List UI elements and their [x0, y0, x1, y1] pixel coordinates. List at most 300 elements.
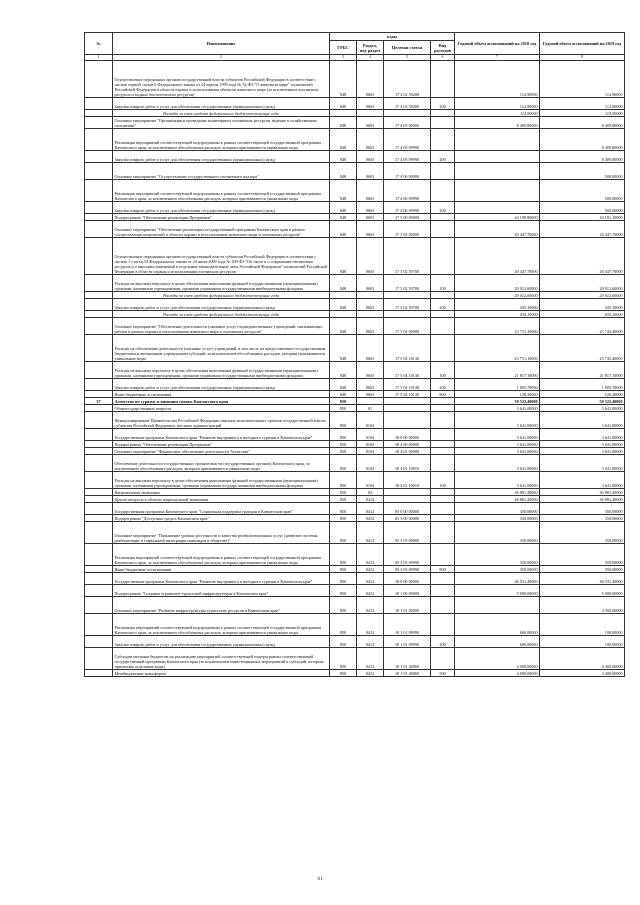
row-name: Реализация мероприятий соответствующей подпрограммы в рамках соответствующей государственной программы Камчатского края, за исключением обособленных расходов, которым присваиваются уникальные коды	[113, 129, 330, 151]
row-amount-2019: 20 012,60000	[540, 275, 625, 292]
row-exp-type	[431, 292, 455, 299]
row-section: 0603	[357, 335, 384, 362]
row-grbs: 848	[330, 238, 357, 275]
row-name: Иные бюджетные ассигнования	[113, 391, 330, 398]
row-section: 0104	[357, 412, 384, 429]
row-number	[85, 670, 113, 677]
row-grbs: 850	[330, 496, 357, 503]
table-row	[85, 202, 625, 214]
row-amount-2018: 128,30000	[455, 391, 540, 398]
row-number	[85, 163, 113, 180]
row-grbs: 850	[330, 636, 357, 648]
row-amount-2018: 350,00000	[455, 544, 540, 566]
row-grbs: 850	[330, 412, 357, 429]
row-target	[384, 110, 431, 117]
row-number	[85, 455, 113, 472]
row-number	[85, 379, 113, 391]
row-target: 17 5 04 10140	[384, 379, 431, 391]
row-amount-2019: 120,20000	[540, 391, 625, 398]
row-target: 17 4 06 09990	[384, 202, 431, 214]
row-amount-2019: 46 881,40000	[540, 489, 625, 496]
row-grbs: 850	[330, 597, 357, 614]
row-section: 0412	[357, 515, 384, 522]
row-exp-type	[431, 110, 455, 117]
row-target: 18 4 01 00000	[384, 448, 431, 455]
row-name: Основное мероприятие "Обеспечение реализации государственной программы Камчатского края в рамках осуществления полномочий в области охраны и использования животного мира и охотничьих ресурсов"	[113, 221, 330, 238]
row-amount-2018: 44 198,80000	[455, 214, 540, 221]
table-row	[85, 110, 625, 117]
row-amount-2018: 4 000,00000	[455, 648, 540, 670]
row-amount-2018	[455, 151, 540, 163]
row-section: 0603	[357, 299, 384, 311]
row-section: 0603	[357, 379, 384, 391]
row-grbs	[330, 311, 357, 318]
row-section: 0603	[357, 221, 384, 238]
codes-header: коды	[330, 33, 455, 41]
row-name: Обеспечение деятельности государственных органов власти (государственных органов) Камчатского края, за исключением обособленных расходов, которым присваиваются уникальные коды	[113, 455, 330, 472]
row-amount-2018: 20 447,70000	[455, 221, 540, 238]
table-row	[85, 214, 625, 221]
row-grbs: 848	[330, 335, 357, 362]
col-index: 1	[85, 55, 113, 61]
row-amount-2018: 46 531,40000	[455, 573, 540, 585]
row-grbs: 850	[330, 670, 357, 677]
table-row	[85, 335, 625, 362]
row-name: Другие вопросы в области национальной экономики	[113, 496, 330, 503]
col-index: 8	[540, 55, 625, 61]
row-amount-2019: 3 641,00000	[540, 412, 625, 429]
row-target: 17 5 04 10140	[384, 391, 431, 398]
row-name: Подпрограмма "Обеспечение реализации Программы"	[113, 441, 330, 448]
row-name: Подпрограмма "Обеспечение реализации Программы"	[113, 214, 330, 221]
col-index: 7	[455, 55, 540, 61]
row-amount-2019: 350,00000	[540, 566, 625, 573]
row-target: 17 5 02 59700	[384, 275, 431, 292]
row-amount-2018: 20 012,60000	[455, 292, 540, 299]
row-amount-2019: 1 805,70000	[540, 379, 625, 391]
row-exp-type	[431, 221, 455, 238]
row-amount-2019: 46 531,40000	[540, 573, 625, 585]
budget-table-sheet	[84, 32, 624, 677]
row-target	[384, 405, 431, 412]
row-section: 0412	[357, 648, 384, 670]
col-2018-header: Годовой объем ассигнований на 2018 год	[455, 33, 540, 55]
row-name: Закупка товаров, работ и услуг для обеспечения государственных (муниципальных) нужд	[113, 379, 330, 391]
col-name-header: Наименование	[113, 33, 330, 55]
row-amount-2019: 8 409,80000	[540, 129, 625, 151]
row-section: 0104	[357, 472, 384, 489]
row-exp-type: 500	[431, 670, 455, 677]
col-num-header: №	[85, 33, 113, 55]
row-target: 17 5 04 10140	[384, 362, 431, 379]
row-grbs	[330, 110, 357, 117]
row-name: Основное мероприятие "Организация и проведение мониторинга охотничьих ресурсов, ведение в хозяйственном отношении"	[113, 117, 330, 129]
table-row	[85, 472, 625, 489]
row-name: Закупка товаров, работ и услуг для обеспечения государственных (муниципальных) нужд	[113, 636, 330, 648]
table-row	[85, 318, 625, 335]
row-section: 0603	[357, 238, 384, 275]
row-grbs: 848	[330, 275, 357, 292]
row-section: 0603	[357, 318, 384, 335]
row-exp-type: 200	[431, 379, 455, 391]
row-target	[384, 398, 431, 405]
row-target: 18 4 01 10010	[384, 472, 431, 489]
row-amount-2019: 4 500,00000	[540, 597, 625, 614]
table-row	[85, 117, 625, 129]
row-exp-type: 100	[431, 275, 455, 292]
table-row	[85, 61, 625, 98]
row-name: Реализация мероприятий соответствующей подпрограммы в рамках соответствующей государственной программы Камчатского края, за исключением обособленных расходов, которым присваиваются уникальные коды	[113, 180, 330, 202]
row-name: Закупка товаров, работ и услуг для обеспечения государственных (муниципальных) нужд	[113, 151, 330, 163]
row-amount-2018: 23 751,10000	[455, 335, 540, 362]
row-amount-2019: 3 641,00000	[540, 405, 625, 412]
table-row	[85, 597, 625, 614]
row-amount-2018: 600,00000	[455, 636, 540, 648]
row-amount-2019: 44 191,10000	[540, 214, 625, 221]
row-name: Расходы за счет средств федерального бюджета-текущие года	[113, 110, 330, 117]
row-target: 17 4 05 09990	[384, 129, 431, 151]
row-amount-2019: 46 881,40000	[540, 496, 625, 503]
row-amount-2018: 46 881,40000	[455, 496, 540, 503]
row-target: 18 4 00 00000	[384, 441, 431, 448]
row-target: 18 1 00 00000	[384, 585, 431, 597]
row-amount-2018: 600,00000	[455, 614, 540, 636]
row-amount-2018: 3 641,00000	[455, 412, 540, 429]
row-name: Закупка товаров, работ и услуг для обеспечения государственных (муниципальных) нужд	[113, 98, 330, 110]
row-amount-2018: 20 012,60000	[455, 275, 540, 292]
row-number	[85, 391, 113, 398]
table-row	[85, 636, 625, 648]
row-number	[85, 202, 113, 214]
row-number	[85, 496, 113, 503]
row-amount-2019: 500,00000	[540, 180, 625, 202]
row-name: Расходы за счет средств федерального бюджета-текущие года	[113, 311, 330, 318]
row-target: 05 3 03 00000	[384, 522, 431, 544]
row-section: 0104	[357, 448, 384, 455]
row-number	[85, 151, 113, 163]
row-amount-2019: 20 012,60000	[540, 292, 625, 299]
row-section: 0603	[357, 214, 384, 221]
row-amount-2018: 3 641,00000	[455, 441, 540, 448]
row-name: Реализация мероприятий соответствующей подпрограммы в рамках соответствующей государственной программы Камчатского края, за исключением обособленных расходов, которым присваиваются уникальные коды	[113, 544, 330, 566]
row-number	[85, 573, 113, 585]
row-section: 0603	[357, 391, 384, 398]
row-target: 17 5 02 59700	[384, 238, 431, 275]
col-2019-header: Годовой объем ассигнований на 2019 год	[540, 33, 625, 55]
row-number	[85, 117, 113, 129]
table-row	[85, 412, 625, 429]
table-row	[85, 151, 625, 163]
row-section: 0104	[357, 441, 384, 448]
row-target: 18 1 01 00000	[384, 597, 431, 614]
table-row	[85, 522, 625, 544]
row-amount-2018: 350,00000	[455, 566, 540, 573]
row-name: Государственная программа Камчатского края "Развитие внутреннего и въездного туризма в Камчатском крае"	[113, 429, 330, 441]
row-number	[85, 61, 113, 98]
row-section: 0603	[357, 202, 384, 214]
table-row	[85, 180, 625, 202]
table-body	[85, 61, 625, 677]
row-number	[85, 429, 113, 441]
table-row	[85, 299, 625, 311]
row-amount-2019: 8 409,80000	[540, 151, 625, 163]
row-exp-type: 100	[431, 362, 455, 379]
row-grbs: 850	[330, 405, 357, 412]
table-row	[85, 544, 625, 566]
row-grbs	[330, 292, 357, 299]
row-amount-2019: 100,00000	[540, 636, 625, 648]
row-amount-2018: 114,90000	[455, 61, 540, 98]
row-amount-2019: 3 641,00000	[540, 441, 625, 448]
row-target: 18 1 01 40060	[384, 670, 431, 677]
row-amount-2018: 3 641,00000	[455, 472, 540, 489]
row-amount-2019: 50 522,40000	[540, 398, 625, 405]
row-amount-2018: 350,00000	[455, 522, 540, 544]
row-section: 0603	[357, 362, 384, 379]
row-exp-type	[431, 129, 455, 151]
col-index: 4	[357, 55, 384, 61]
row-amount-2019: 114,90000	[540, 110, 625, 117]
row-target: 05 0 00 00000	[384, 503, 431, 515]
row-section: 0412	[357, 522, 384, 544]
row-target: 05 3 03 09990	[384, 566, 431, 573]
row-target: 18 1 01 09990	[384, 614, 431, 636]
row-amount-2018	[455, 597, 540, 614]
row-exp-type: 200	[431, 299, 455, 311]
row-target: 17 4 05 09990	[384, 151, 431, 163]
row-section: 0104	[357, 455, 384, 472]
row-grbs: 848	[330, 379, 357, 391]
row-target: 17 5 04 10140	[384, 335, 431, 362]
table-row	[85, 98, 625, 110]
row-amount-2018	[455, 180, 540, 202]
row-grbs: 848	[330, 214, 357, 221]
row-name: Расходы на выплаты персоналу в целях обеспечения выполнения функций государственными (муниципальными) органами, казенными учреждениями, органами управления государственными внебюджетными фондами	[113, 472, 330, 489]
col-index: 5	[384, 55, 431, 61]
row-exp-type	[431, 515, 455, 522]
row-number	[85, 275, 113, 292]
row-grbs: 850	[330, 515, 357, 522]
table-row	[85, 503, 625, 515]
row-amount-2018: 23 751,10000	[455, 318, 540, 335]
row-amount-2019: 435,10000	[540, 299, 625, 311]
row-exp-type: 800	[431, 566, 455, 573]
row-amount-2018: 21 817,10000	[455, 362, 540, 379]
row-amount-2018: 114,90000	[455, 110, 540, 117]
row-amount-2019: 114,90000	[540, 98, 625, 110]
row-section: 0603	[357, 151, 384, 163]
table-row	[85, 496, 625, 503]
row-name: Основное мероприятие "Финансовое обеспечение деятельности Агентства"	[113, 448, 330, 455]
row-name: Закупка товаров, работ и услуг для обеспечения государственных (муниципальных) нужд	[113, 299, 330, 311]
row-section: 0412	[357, 566, 384, 573]
row-grbs: 850	[330, 429, 357, 441]
row-number	[85, 489, 113, 496]
row-amount-2018: 8 409,80000	[455, 117, 540, 129]
table-row	[85, 614, 625, 636]
row-amount-2018: 20 447,70000	[455, 238, 540, 275]
row-target: 17 4 05 00000	[384, 117, 431, 129]
row-number	[85, 448, 113, 455]
row-amount-2018: 114,90000	[455, 98, 540, 110]
budget-table	[84, 32, 625, 677]
row-amount-2018: 435,10000	[455, 311, 540, 318]
row-name: Осуществление переданных органам государственной власти субъектов Российской Федерации в соответствии с частью первой статьи 6 Федерального закона от 24 апреля 1995 года № 52-ФЗ "О животном мире" полномочий Российской Федерации в области охраны и использования объектов животного мира (за исключением охотничьих ресурсов и водных биологических ресурсов)	[113, 61, 330, 98]
row-amount-2019: 350,00000	[540, 544, 625, 566]
table-row	[85, 311, 625, 318]
row-amount-2019: 350,00000	[540, 522, 625, 544]
row-amount-2018: 350,00000	[455, 503, 540, 515]
row-exp-type	[431, 573, 455, 585]
row-amount-2018: 435,10000	[455, 299, 540, 311]
row-exp-type: 200	[431, 202, 455, 214]
row-target: 17 4 02 59200	[384, 61, 431, 98]
table-row	[85, 292, 625, 299]
row-amount-2019: 500,00000	[540, 202, 625, 214]
row-name: Подпрограмма "Создание и развитие туристской инфраструктуры в Камчатском крае"	[113, 585, 330, 597]
row-section: 0603	[357, 163, 384, 180]
row-amount-2019: 3 641,00000	[540, 429, 625, 441]
table-row	[85, 398, 625, 405]
row-target	[384, 496, 431, 503]
row-exp-type	[431, 412, 455, 429]
row-section: 01	[357, 405, 384, 412]
row-section: 0412	[357, 503, 384, 515]
row-exp-type	[431, 398, 455, 405]
row-exp-type	[431, 489, 455, 496]
row-target: 17 4 06 00000	[384, 163, 431, 180]
table-row	[85, 238, 625, 275]
row-number	[85, 412, 113, 429]
row-number	[85, 98, 113, 110]
row-section: 04	[357, 489, 384, 496]
row-grbs: 848	[330, 117, 357, 129]
row-name: Закупка товаров, работ и услуг для обеспечения государственных (муниципальных) нужд	[113, 202, 330, 214]
row-amount-2019: 21 817,10000	[540, 362, 625, 379]
table-row	[85, 275, 625, 292]
row-amount-2019: 3 641,00000	[540, 472, 625, 489]
row-section	[357, 398, 384, 405]
row-amount-2019: 23 743,40000	[540, 335, 625, 362]
row-name: Основное мероприятие "Осуществление государственного охотничьего надзора"	[113, 163, 330, 180]
row-number	[85, 405, 113, 412]
row-section: 0412	[357, 614, 384, 636]
row-section: 0412	[357, 670, 384, 677]
row-target	[384, 412, 431, 429]
row-grbs: 848	[330, 362, 357, 379]
row-exp-type	[431, 585, 455, 597]
row-grbs: 850	[330, 489, 357, 496]
row-grbs: 848	[330, 98, 357, 110]
row-grbs: 848	[330, 202, 357, 214]
row-amount-2018	[455, 129, 540, 151]
row-exp-type: 200	[431, 151, 455, 163]
row-number	[85, 614, 113, 636]
row-section	[357, 311, 384, 318]
row-amount-2019: 8 409,80000	[540, 117, 625, 129]
row-name: Агентство по туризму и внешним связям Камчатского края	[113, 398, 330, 405]
row-grbs: 850	[330, 573, 357, 585]
row-amount-2019: 3 641,00000	[540, 448, 625, 455]
row-grbs: 850	[330, 522, 357, 544]
row-number	[85, 110, 113, 117]
row-exp-type	[431, 214, 455, 221]
row-grbs: 850	[330, 648, 357, 670]
table-row	[85, 648, 625, 670]
row-grbs: 850	[330, 585, 357, 597]
row-amount-2018	[455, 202, 540, 214]
row-amount-2018: 46 881,40000	[455, 489, 540, 496]
row-amount-2018: 350,00000	[455, 515, 540, 522]
row-number	[85, 214, 113, 221]
row-number	[85, 472, 113, 489]
table-row	[85, 429, 625, 441]
row-amount-2018: 3 641,00000	[455, 429, 540, 441]
row-exp-type: 200	[431, 98, 455, 110]
row-number	[85, 636, 113, 648]
row-section: 0412	[357, 573, 384, 585]
row-number	[85, 292, 113, 299]
row-exp-type	[431, 503, 455, 515]
row-grbs: 850	[330, 448, 357, 455]
col-target-header: Целевая статья	[384, 41, 431, 55]
row-grbs: 848	[330, 61, 357, 98]
row-target: 17 4 06 09990	[384, 180, 431, 202]
row-section: 0104	[357, 429, 384, 441]
table-row	[85, 391, 625, 398]
row-grbs: 848	[330, 163, 357, 180]
row-target: 05 3 00 00000	[384, 515, 431, 522]
row-number	[85, 362, 113, 379]
row-name: Межбюджетные трансферты	[113, 670, 330, 677]
row-number	[85, 441, 113, 448]
table-row	[85, 163, 625, 180]
row-amount-2018: 3 641,00000	[455, 405, 540, 412]
table-row	[85, 441, 625, 448]
row-exp-type	[431, 448, 455, 455]
row-amount-2019: 3 641,00000	[540, 455, 625, 472]
row-exp-type	[431, 496, 455, 503]
table-row	[85, 129, 625, 151]
row-amount-2018: 3 641,00000	[455, 455, 540, 472]
row-number	[85, 585, 113, 597]
row-amount-2019: 435,10000	[540, 311, 625, 318]
row-name: Иные бюджетные ассигнования	[113, 566, 330, 573]
row-number	[85, 648, 113, 670]
row-section: 0603	[357, 98, 384, 110]
row-amount-2018: 1 805,70000	[455, 379, 540, 391]
row-section	[357, 292, 384, 299]
row-name: Государственная программа Камчатского края "Развитие внутреннего и въездного туризма в Камчатском крае"	[113, 573, 330, 585]
row-number	[85, 597, 113, 614]
row-amount-2018: 4 000,00000	[455, 670, 540, 677]
row-target: 17 4 02 59200	[384, 98, 431, 110]
row-name: Расходы на обеспечение деятельности (оказание услуг) учреждений, в том числе на предоставление государственным бюджетным и автономным учреждениям субсидий, за исключением обособленных расходов, которым присваиваются уникальные коды	[113, 335, 330, 362]
row-number	[85, 335, 113, 362]
row-number	[85, 566, 113, 573]
row-name: Государственная программа Камчатского края "Социальная поддержка граждан в Камчатском крае"	[113, 503, 330, 515]
row-exp-type	[431, 405, 455, 412]
row-number	[85, 311, 113, 318]
row-target: 17 5 04 00000	[384, 318, 431, 335]
row-number	[85, 299, 113, 311]
col-section-header: Раздел, под-раздел	[357, 41, 384, 55]
table-row	[85, 585, 625, 597]
table-row	[85, 448, 625, 455]
row-grbs: 848	[330, 391, 357, 398]
row-grbs: 848	[330, 318, 357, 335]
row-section: 0603	[357, 61, 384, 98]
